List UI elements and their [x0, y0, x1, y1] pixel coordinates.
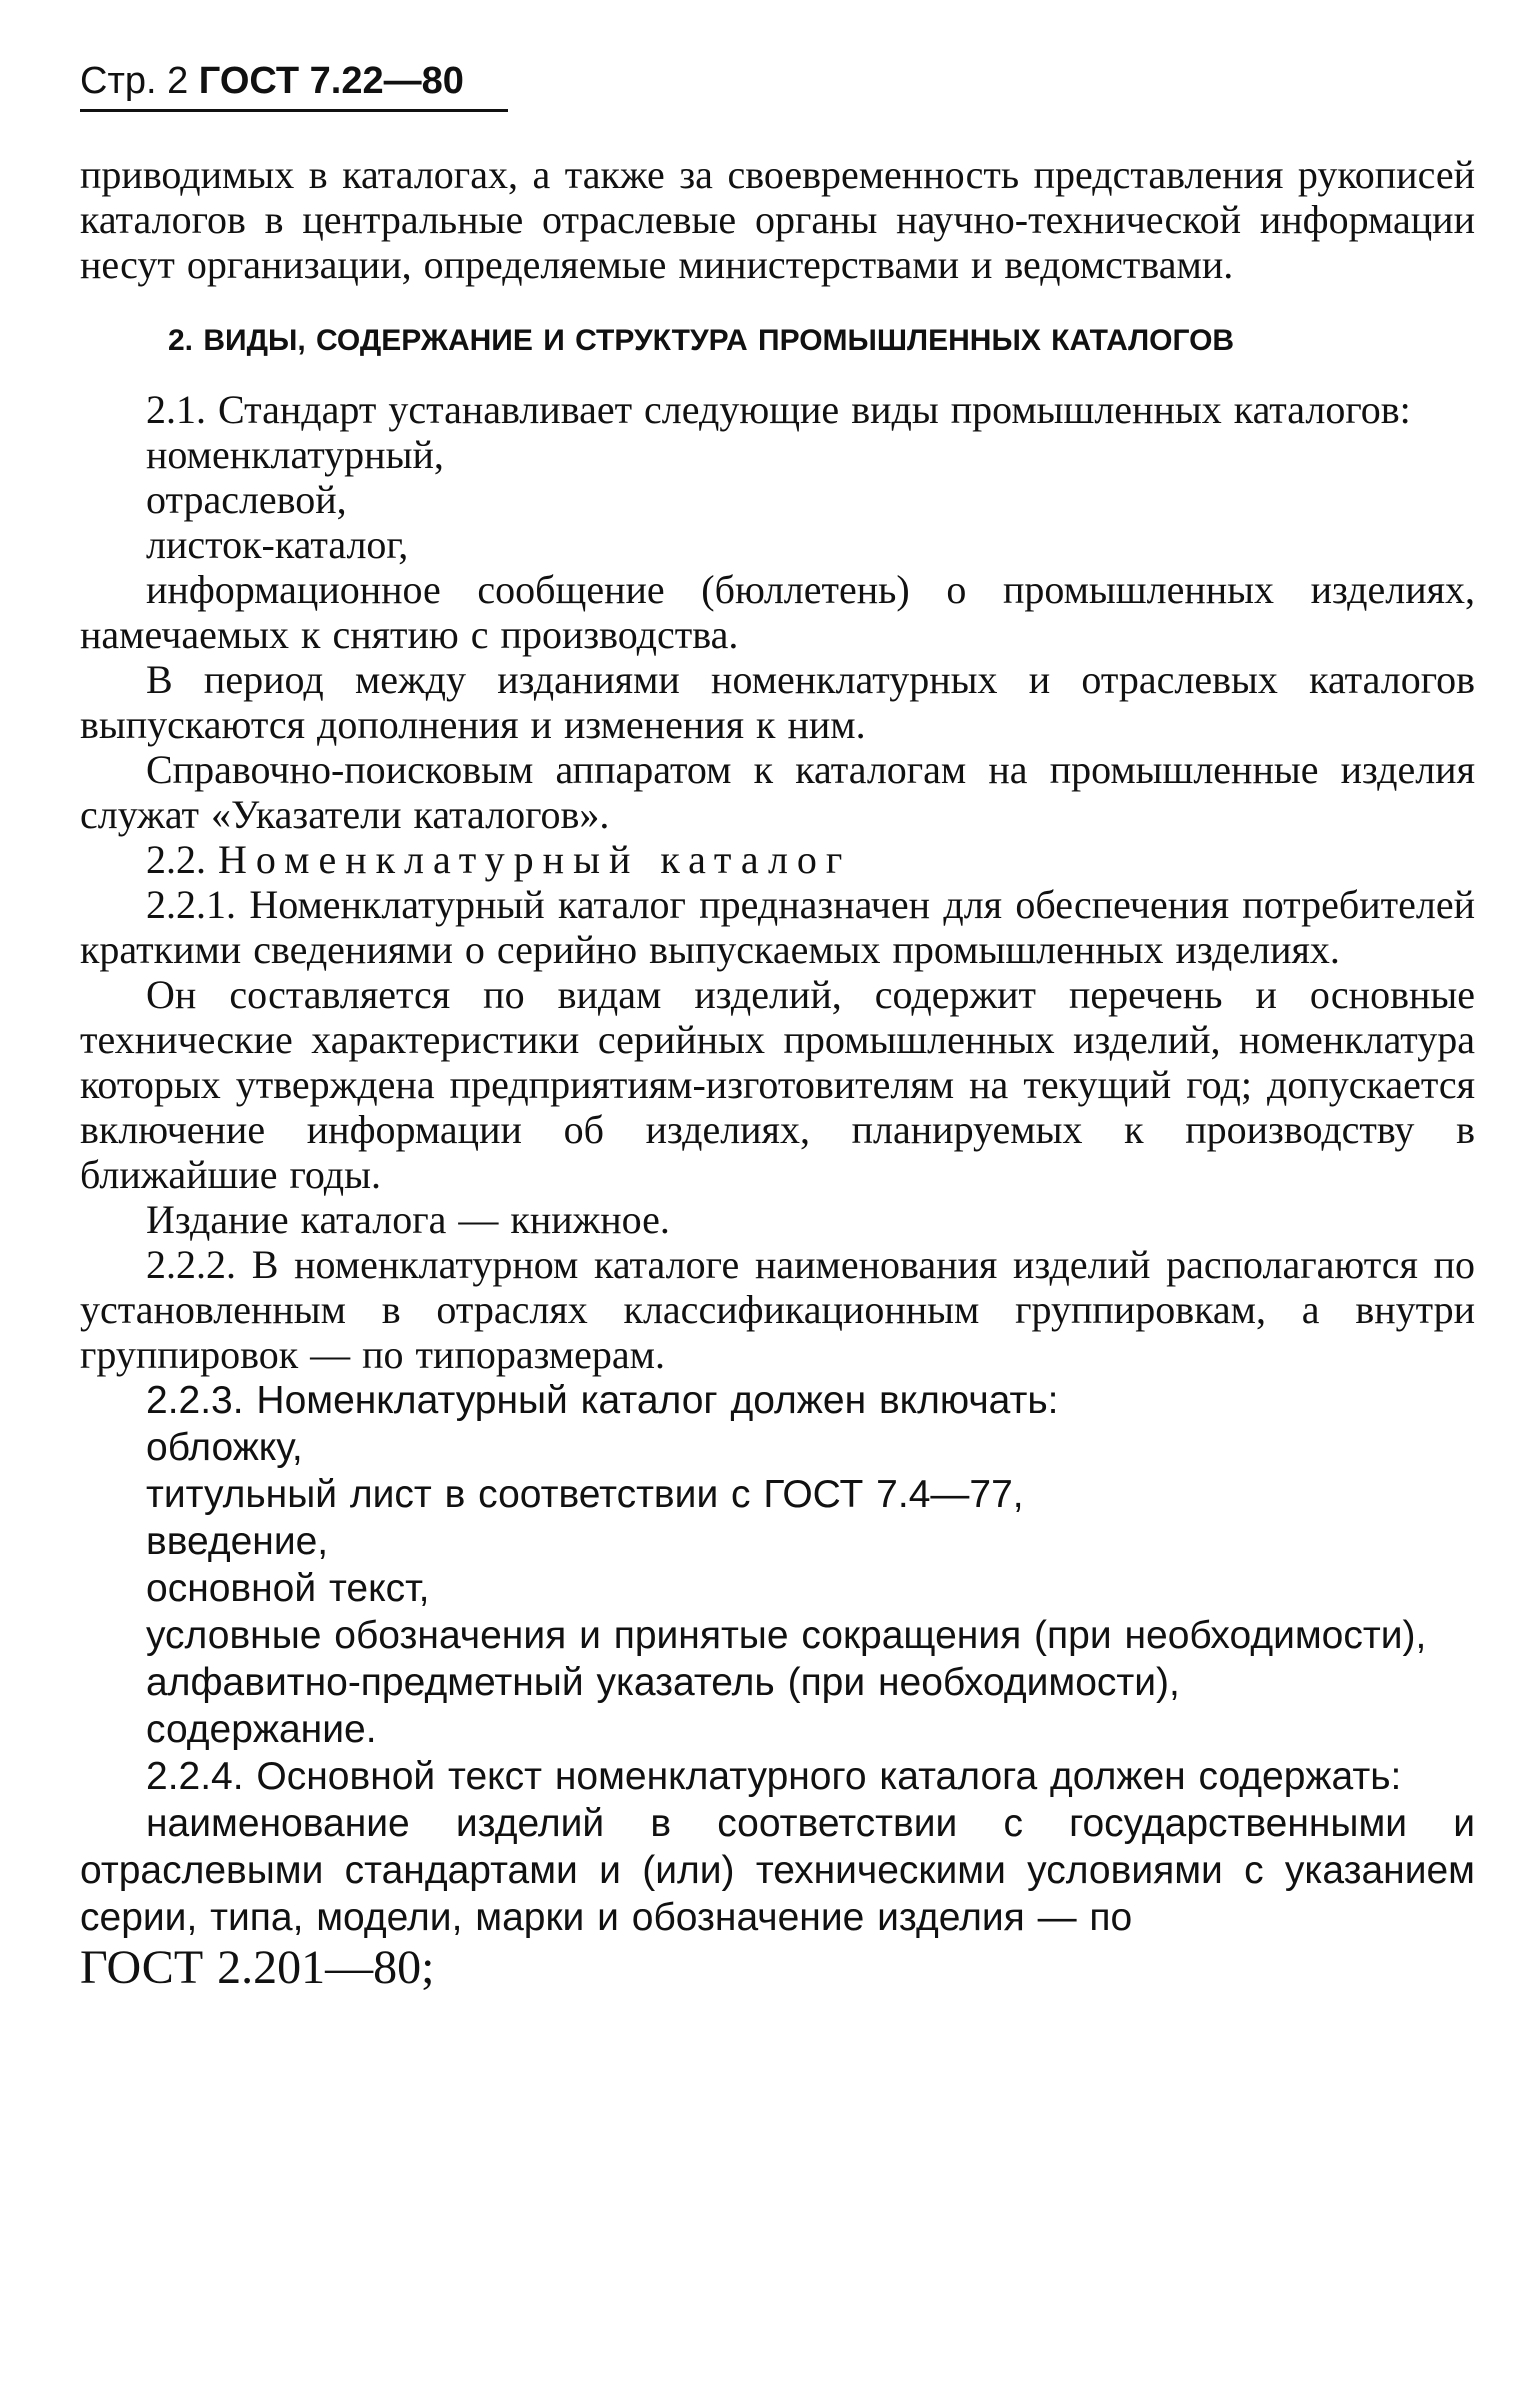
clause-2-2-number: 2.2. [146, 837, 206, 882]
includes-item: титульный лист в соответствии с ГОСТ 7.4—77, [146, 1473, 1024, 1516]
includes-item: содержание. [146, 1708, 377, 1751]
includes-item: введение, [146, 1520, 329, 1563]
catalog-type-item: отраслевой, [146, 477, 347, 522]
includes-item: условные обозначения и принятые сокращения (при необходимости), [146, 1614, 1427, 1657]
includes-item: основной текст, [146, 1567, 430, 1610]
clause-2-2-title: Номенклатурный каталог [218, 837, 852, 882]
page-header [80, 60, 508, 112]
clause-2-1: 2.1. Стандарт устанавливает следующие виды промышленных каталогов: [146, 387, 1411, 432]
catalog-type-item: листок-каталог, [146, 522, 409, 567]
section-heading: 2. ВИДЫ, СОДЕРЖАНИЕ И СТРУКТУРА ПРОМЫШЛЕННЫХ КАТАЛОГОВ [168, 324, 1235, 357]
naming-paragraph: наименование изделий в соответствии с государственными и отраслевыми стандартами и (или) техническими условиями с указанием серии, типа, модели, марки и обозначение изделия — по [80, 1802, 1475, 1939]
reference-paragraph: Справочно-поисковым аппаратом к каталогам на промышленные изделия служат «Указатели каталогов». [80, 747, 1475, 837]
clause-2-2-3: 2.2.3. Номенклатурный каталог должен включать: [146, 1379, 1059, 1422]
composition-paragraph: Он составляется по видам изделий, содержит перечень и основные технические характеристики серийных промышленных изделий, номенклатура которых утверждена предприятиям-изготовителям на текущий год; допускается включение информации об изделиях, планируемых к производству в ближайшие годы. [80, 972, 1475, 1197]
catalog-type-item: информационное сообщение (бюллетень) о промышленных изделиях, намечаемых к снятию с производства. [80, 567, 1475, 657]
clause-2-2-1: 2.2.1. Номенклатурный каталог предназначен для обеспечения потребителей краткими сведениями о серийно выпускаемых промышленных изделиях. [80, 882, 1475, 972]
document-body [80, 152, 1475, 1995]
intro-paragraph: приводимых в каталогах, а также за своевременность представления рукописей каталогов в центральные отраслевые органы научно-технической информации несут организации, определяемые министерствами и ведомствами. [80, 152, 1475, 287]
catalog-type-item: номенклатурный, [146, 432, 444, 477]
page-number: Стр. 2 [80, 60, 189, 102]
clause-2-2-2: 2.2.2. В номенклатурном каталоге наименования изделий располагаются по установленным в отраслях классификационным группировкам, а внутри группировок — по типоразмерам. [80, 1242, 1475, 1377]
clause-2-2-4: 2.2.4. Основной текст номенклатурного каталога должен содержать: [146, 1755, 1402, 1798]
naming-paragraph-end: ГОСТ 2.201—80; [80, 1941, 435, 1994]
clause-2-2 [80, 837, 1475, 882]
standard-number: ГОСТ 7.22—80 [198, 60, 464, 102]
includes-item: алфавитно-предметный указатель (при необходимости), [146, 1661, 1180, 1704]
period-paragraph: В период между изданиями номенклатурных и отраслевых каталогов выпускаются дополнения и изменения к ним. [80, 657, 1475, 747]
edition-paragraph: Издание каталога — книжное. [146, 1197, 670, 1242]
includes-item: обложку, [146, 1426, 303, 1469]
